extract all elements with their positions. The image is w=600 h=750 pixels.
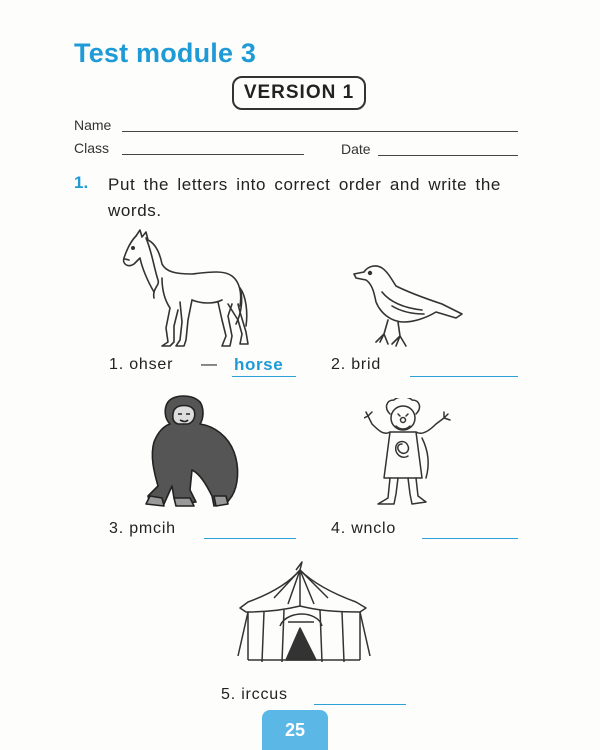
date-label: Date: [341, 141, 371, 157]
name-field[interactable]: [122, 131, 518, 132]
item-2-label: 2. brid: [331, 356, 382, 373]
item-1-dash: —: [201, 356, 217, 373]
item-2-answer-line[interactable]: [410, 376, 518, 377]
class-label: Class: [74, 140, 110, 156]
name-label: Name: [74, 117, 112, 133]
task-number: 1.: [74, 173, 89, 192]
chimp-icon: [130, 392, 244, 510]
horse-icon: [122, 228, 254, 350]
item-1-answer-line[interactable]: [232, 376, 296, 377]
item-5-answer-line[interactable]: [314, 704, 406, 705]
class-field[interactable]: [122, 154, 304, 155]
item-3-answer-line[interactable]: [204, 538, 296, 539]
task-instruction: Put the letters into correct order and write the words.: [108, 175, 501, 220]
item-3-label: 3. pmcih: [109, 520, 176, 537]
item-4-answer-line[interactable]: [422, 538, 518, 539]
page-number: 25: [262, 710, 328, 750]
date-field[interactable]: [378, 155, 518, 156]
bird-icon: [352, 262, 464, 350]
circus-tent-icon: [234, 560, 374, 666]
item-4-label: 4. wnclo: [331, 520, 397, 537]
item-5-label: 5. irccus: [221, 686, 288, 703]
page-title: Test module 3: [74, 38, 257, 68]
version-badge: VERSION 1: [232, 76, 366, 110]
item-1-answer: horse: [234, 355, 284, 374]
item-1-label: 1. ohser: [109, 356, 174, 373]
clown-icon: [364, 398, 452, 514]
